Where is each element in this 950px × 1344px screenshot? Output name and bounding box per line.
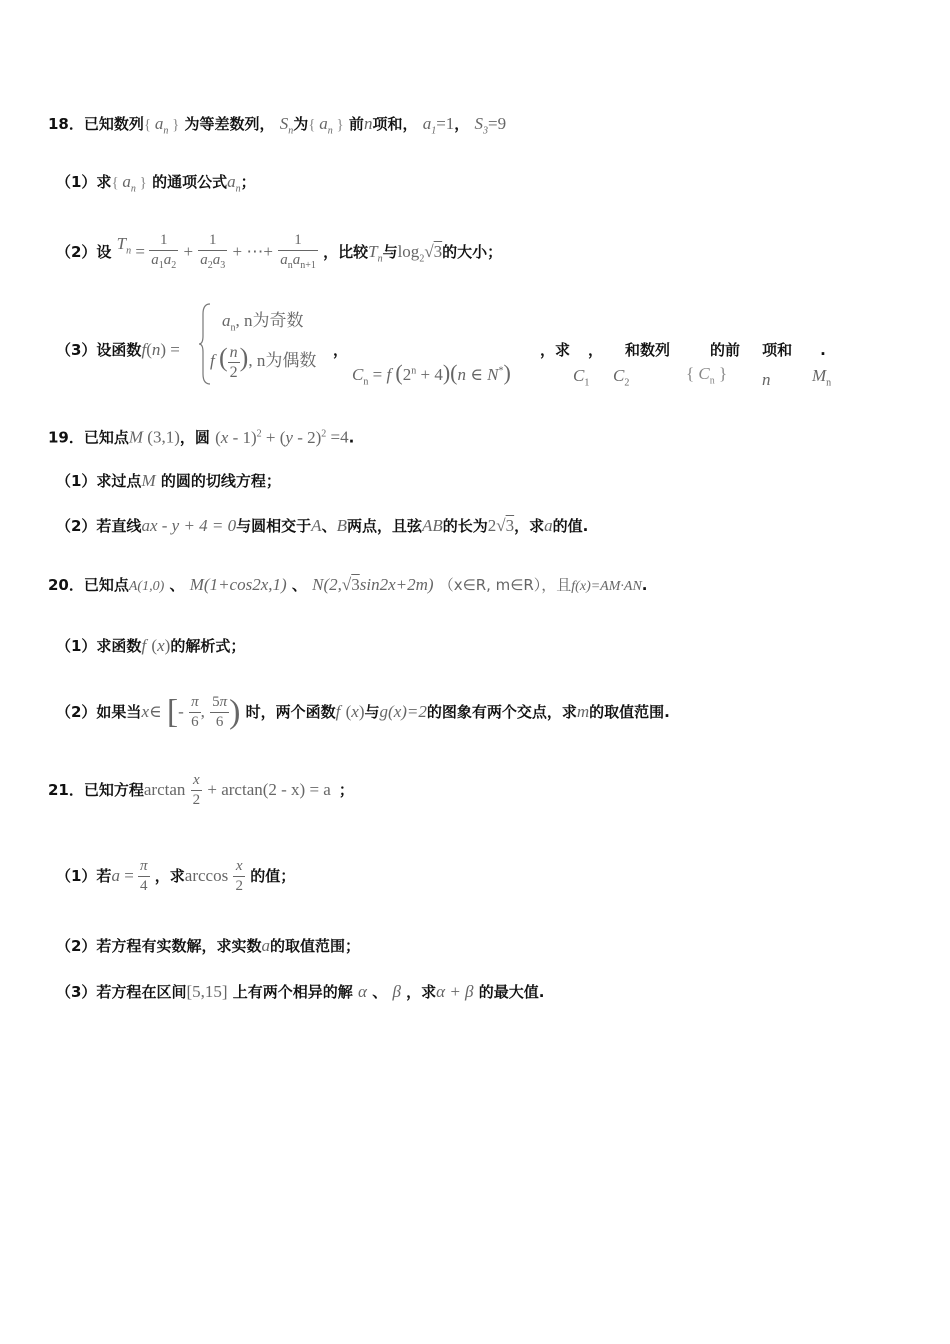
- q18-intro: 18．已知数列: [48, 115, 144, 133]
- s3-symbol: $S_3$: [474, 114, 489, 137]
- fraction: $\frac{\pi}{6}$: [191, 694, 199, 730]
- q21-part2: （2）若方程有实数解，求实数a的取值范围；: [56, 936, 360, 955]
- sn-symbol: $S_n$: [279, 114, 294, 137]
- cn-sequence: { $C_n$ }: [686, 364, 728, 387]
- q18-s2: 为: [293, 115, 309, 133]
- fraction: $\frac{1}{a_2a_3}$: [200, 231, 226, 271]
- mn-symbol: $M_n$: [812, 366, 832, 389]
- q21-part3: （3）若方程在区间[5,15] 上有两个相异的解 α 、 β ，求α + β 的最大值.: [56, 982, 545, 1001]
- q19-part1: （1）求过点M 的圆的切线方程；: [56, 471, 281, 490]
- q18-stem: 18．已知数列{ $a_n$ } 为等差数列， $S_n$为{ $a_n$ } 前n项和， $a_1=1$， $S_3=9$: [48, 114, 507, 137]
- q19-part2: （2）若直线ax - y + 4 = 0与圆相交于A、B两点，且弦AB的长为2√3，求a的值.: [56, 516, 589, 535]
- q19-stem: 19．已知点M (3,1)，圆 (x - 1)$^2$ + (y - 2)$^2$ =4.: [48, 427, 355, 447]
- q18-part3-label: （3）设函数f(n) =: [56, 340, 180, 359]
- brace-an: { $a_n$ }: [143, 114, 180, 137]
- piecewise-case-odd: $a_n$, n为奇数: [222, 311, 304, 334]
- q18-part1: （1）求{ $a_n$ } 的通项公式$a_n$；: [56, 172, 256, 195]
- fraction: $\frac{5\pi}{6}$: [212, 694, 228, 730]
- fraction: $\frac{1}{a_1a_2}$: [151, 231, 177, 271]
- fraction: $\frac{\pi}{4}$: [140, 858, 148, 894]
- fraction: $\frac{x}{2}$: [235, 858, 243, 894]
- fraction: $\frac{x}{2}$: [192, 772, 201, 808]
- c2-symbol: $C_2$: [613, 366, 630, 389]
- n-symbol: n: [762, 370, 771, 389]
- c1-symbol: $C_1$: [573, 366, 590, 389]
- q20-stem: 20．已知点A(1,0) 、 M(1+cos2x,1) 、 N(2,√3sin2x+2m) （x∈R, m∈R），且f(x)=AM·AN.: [48, 575, 648, 594]
- q20-part2: （2）如果当x∈ [- $\frac{\pi}{6}$ , $\frac{5\pi}{6}$ ) 时，两个函数f (x)与g(x)=2的图象有两个交点，求m的取值范围.: [56, 693, 670, 731]
- q20-part1: （1）求函数f (x)的解析式；: [56, 636, 246, 655]
- piecewise-case-even: f ( $\frac{n}{2}$ ), n为偶数: [210, 343, 317, 381]
- cn-definition: $C_n = f$ $(2^n + 4)(n$ ∈ N*): [352, 360, 511, 388]
- q18-s3: 前: [348, 115, 364, 133]
- a1-symbol: $a_1$: [422, 114, 437, 137]
- q21-part1: （1）若a = $\frac{\pi}{4}$ ，求arccos $\frac{x}{2}$ 的值；: [56, 858, 296, 894]
- q21-stem: 21．已知方程arctan $\frac{x}{2}$ + arctan(2 - x) = a ；: [48, 772, 354, 808]
- q18-s1: 为等差数列，: [184, 115, 275, 133]
- q18-s4: 项和，: [372, 115, 418, 133]
- fraction: $\frac{1}{a_na_{n+1}}$: [280, 231, 316, 271]
- q18-part2: （2）设 $T_n$ = $\frac{1}{a_1a_2}$ + $\frac{1}{a_2a_3}$ + ⋯+ $\frac{1}{a_na_{n+1}}$ ，比较$T_n$与$\log_2√3$的大小；: [56, 230, 502, 274]
